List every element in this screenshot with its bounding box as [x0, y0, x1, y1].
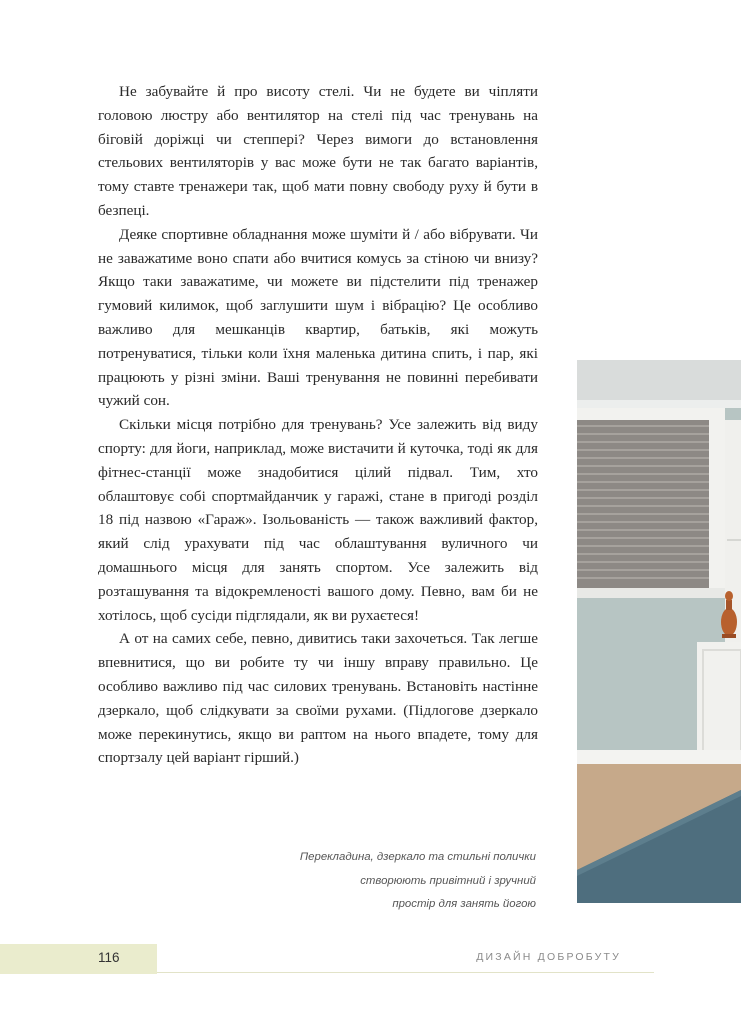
caption-line: створюють привітний і зручний: [360, 874, 536, 887]
paragraph: Скільки місця потрібно для тренувань? Усе залежить від виду спорту: для йоги, наприклад, може вистачити й куточка, тоді як для фітнес-станції може знадобитися цілий підвал. Тим, хто облаштовує собі спортмайданчик у гаражі, стане в пригоді розділ 18 під назвою «Гараж». Ізольованість — також важливий фактор, який слід урахувати під час облаштування вуличного чи домашнього місця для занять спортом. Усе залежить від розташування та відокремленості вашого дому. Певно, вам би не хотілось, щоб сусіди підглядали, як ви рухаєтеся!: [98, 416, 538, 624]
running-head: ДИЗАЙН ДОБРОБУТУ: [476, 951, 621, 963]
article-body: [98, 80, 538, 770]
paragraph: А от на самих себе, певно, дивитись таки захочеться. Так легше впевнитися, що ви робите ту чи іншу вправу правильно. Це особливо важливо під час силових тренувань. Встановіть настінне дзеркало, щоб слідкувати за своїми рухами. (Підлогове дзеркало може перекинутись, якщо ви раптом на нього впадете, тому для спортзалу цей варіант гірший.): [98, 630, 538, 767]
paragraph: Не забувайте й про висоту стелі. Чи не будете ви чіпляти головою люстру або вентилятор на стелі під час тренувань на біговій доріжці чи степпері? Через вимоги до встановлення стельових вентиляторів у вас може бути не так багато варіантів, тому ставте тренажери так, щоб мати повну свободу руху й бути в безпеці.: [98, 83, 538, 219]
paragraph: Деяке спортивне обладнання може шуміти й / або вібрувати. Чи не заважатиме воно спати або вчитися комусь за стіною чи внизу? Якщо таки заважатиме, чи можете ви підстелити під тренажер гумовий килимок, щоб заглушити шум і вібрацію? Це особливо важливо для мешканців квартир, батьків, які можуть потренуватися, тільки коли їхня маленька дитина спить, і пар, які працюють у різні зміни. Ваші тренування не повинні перебивати чужий сон.: [98, 225, 538, 410]
caption-line: простір для занять йогою: [392, 898, 536, 910]
room-photo: [577, 360, 741, 903]
footer-band: [0, 944, 157, 974]
photo-caption: [250, 846, 536, 917]
footer-divider: [157, 972, 654, 973]
caption-line: Перекладина, дзеркало та стильні полички: [299, 851, 536, 863]
page-number: 116: [98, 950, 120, 965]
